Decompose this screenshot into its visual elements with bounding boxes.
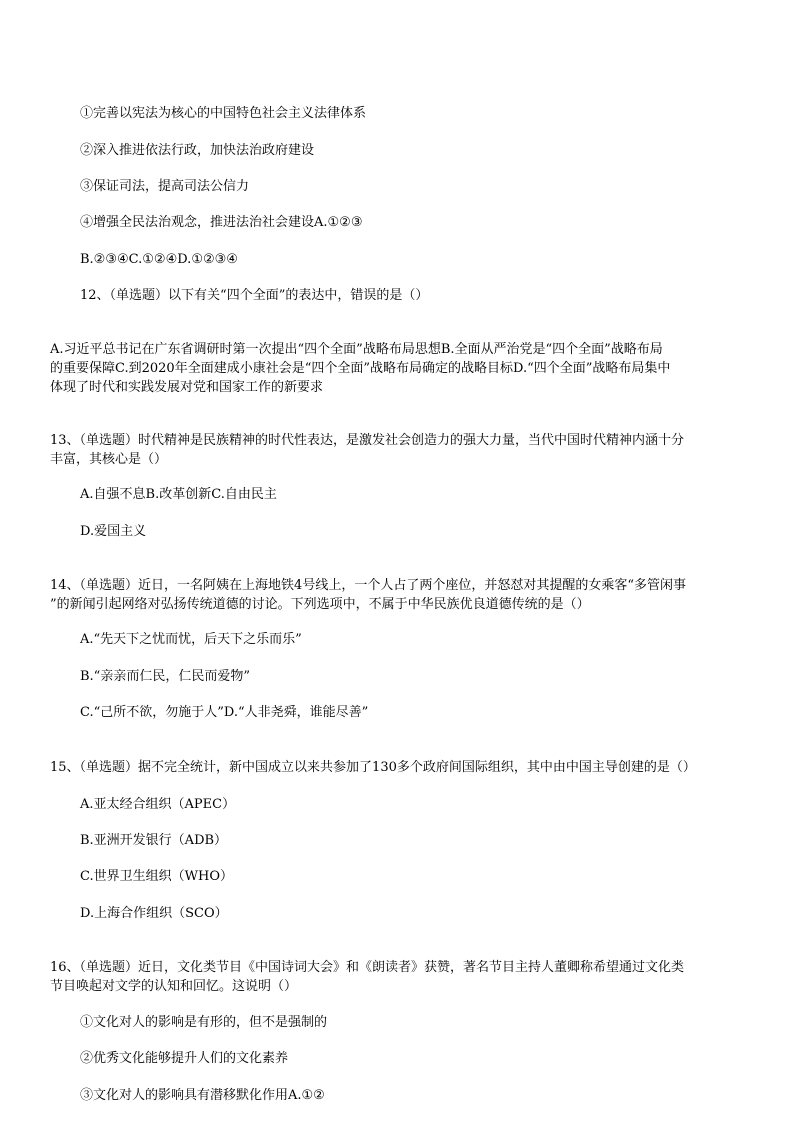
q11-choices: B.②③④C.①②④D.①②③④	[80, 252, 238, 267]
q14-option-cd: C.“己所不欲，勿施于人”D.“人非尧舜，谁能尽善”	[80, 705, 369, 720]
q11-option-1: ①完善以宪法为核心的中国特色社会主义法律体系	[80, 106, 367, 121]
q16-stem-line-1: 16、（单选题）近日，文化类节目《中国诗词大会》和《朗读者》获赞，著名节目主持人董卿称希望通过文化类	[50, 960, 685, 975]
q14-option-b: B.“亲亲而仁民，仁民而爱物”	[80, 669, 250, 684]
q14-option-a: A.“先天下之忧而忧，后天下之乐而乐”	[80, 632, 302, 647]
q13-stem-line-1: 13、（单选题）时代精神是民族精神的时代性表达，是激发社会创造力的强大力量，当代中国时代精神内涵十分	[50, 433, 685, 448]
q15-option-c: C.世界卫生组织（WHO）	[80, 869, 233, 884]
q15-option-b: B.亚洲开发银行（ADB）	[80, 833, 228, 848]
q16-option-3: ③文化对人的影响具有潜移默化作用A.①②	[80, 1088, 325, 1103]
q16-option-1: ①文化对人的影响是有形的，但不是强制的	[80, 1015, 328, 1030]
q14-stem-line-1: 14、（单选题）近日，一名阿姨在上海地铁4号线上，一个人占了两个座位，并怒怼对其提醒的女乘客“多管闲事	[50, 578, 686, 593]
q11-option-2: ②深入推进依法行政，加快法治政府建设	[80, 143, 315, 158]
q13-stem-line-2: 丰富，其核心是（）	[50, 452, 168, 467]
q14-stem-line-2: ”的新闻引起网络对弘扬传统道德的讨论。下列选项中，不属于中华民族优良道德传统的是（）	[50, 597, 590, 612]
q15-option-d: D.上海合作组织（SCO）	[80, 906, 228, 921]
q12-options-line-2: 的重要保障C.到2020年全面建成小康社会是“四个全面”战略布局确定的战略目标D.“四个全面”战略布局集中	[50, 361, 671, 376]
q13-option-abc: A.自强不息B.改革创新C.自由民主	[80, 487, 277, 502]
q12-options-line-1: A.习近平总书记在广东省调研时第一次提出“四个全面”战略布局思想B.全面从严治党是“四个全面”战略布局	[50, 342, 663, 357]
q16-option-2: ②优秀文化能够提升人们的文化素养	[80, 1051, 289, 1066]
q12-options-line-3: 体现了时代和实践发展对党和国家工作的新要求	[50, 380, 324, 395]
q16-stem-line-2: 节目唤起对文学的认知和回忆。这说明（）	[50, 979, 298, 994]
q11-option-4: ④增强全民法治观念，推进法治社会建设A.①②③	[80, 215, 363, 230]
q12-stem: 12、（单选题）以下有关“四个全面”的表达中，错误的是（）	[80, 288, 429, 303]
q15-option-a: A.亚太经合组织（APEC）	[80, 797, 236, 812]
q11-option-3: ③保证司法，提高司法公信力	[80, 179, 250, 194]
q13-option-d: D.爱国主义	[80, 524, 147, 539]
q15-stem: 15、（单选题）据不完全统计，新中国成立以来共参加了130多个政府间国际组织，其中由中国主导创建的是（）	[50, 760, 696, 775]
